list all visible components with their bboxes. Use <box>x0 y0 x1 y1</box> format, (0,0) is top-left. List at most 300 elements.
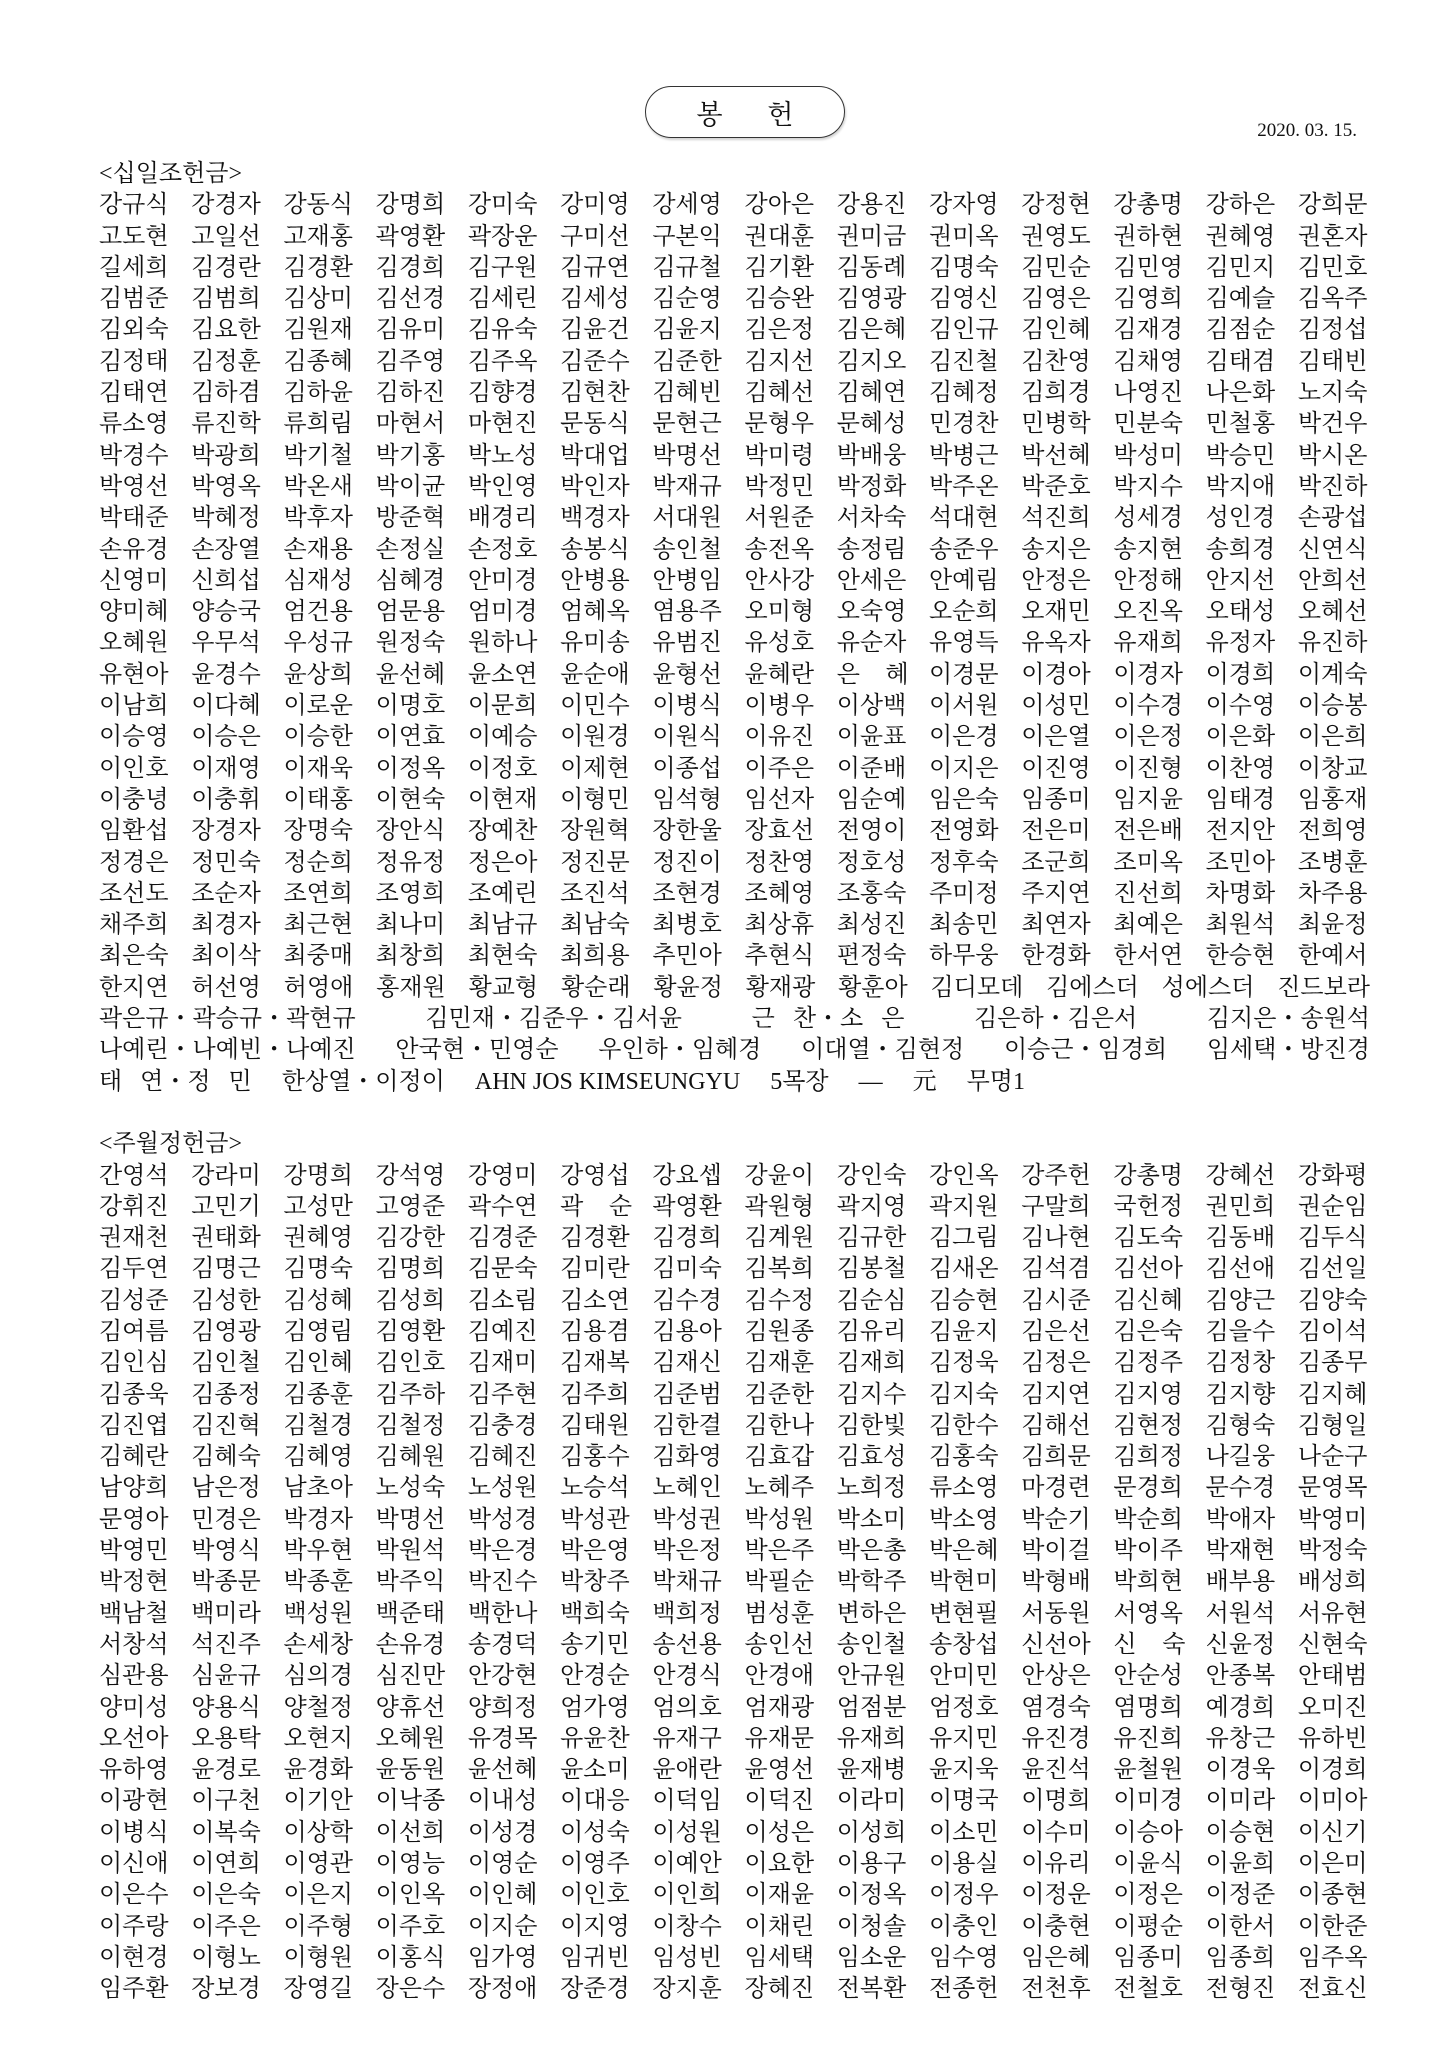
donor-name: 오순희 <box>928 599 999 626</box>
donor-name: 고영준 <box>375 1193 446 1220</box>
donor-name: 노희정 <box>836 1475 907 1502</box>
donor-name: 김효갑 <box>744 1444 815 1471</box>
donor-name: 김혜연 <box>836 380 907 407</box>
donor-name: 김한결 <box>652 1412 722 1439</box>
donor-name: 김영신 <box>928 286 999 313</box>
donor-name: 박종훈 <box>283 1569 353 1596</box>
donor-entry: 안국현・민영순 <box>395 1037 559 1064</box>
donor-name: 강정현 <box>1021 192 1091 219</box>
name-row <box>99 1035 1370 1066</box>
donor-name: 박영옥 <box>191 473 261 500</box>
donor-name: 염명희 <box>1113 1694 1183 1721</box>
donor-name: 김순심 <box>836 1287 907 1314</box>
donor-name: 김기환 <box>744 254 815 281</box>
donor-name: 장한울 <box>652 818 722 845</box>
donor-name: 박후자 <box>283 505 353 532</box>
donor-name: 안강현 <box>467 1663 538 1690</box>
donor-name: 김철경 <box>283 1412 353 1439</box>
donor-name: 김강한 <box>375 1225 446 1252</box>
donor-entry: 무명1 <box>966 1068 1025 1095</box>
donor-name: 김혜원 <box>375 1444 446 1471</box>
donor-name: 이다혜 <box>191 693 261 720</box>
donor-name: 박노성 <box>467 442 538 469</box>
name-row <box>99 941 1370 972</box>
donor-name: 엄재광 <box>744 1694 815 1721</box>
donor-entry: 태 연・정 민 <box>99 1068 252 1095</box>
donor-name: 안상은 <box>1021 1663 1091 1690</box>
donor-name: 이평순 <box>1113 1913 1183 1940</box>
donor-name: 서유현 <box>1297 1600 1368 1627</box>
donor-name: 김형숙 <box>1205 1412 1276 1439</box>
donor-name: 서차숙 <box>836 505 907 532</box>
donor-name: 이성희 <box>836 1819 907 1846</box>
donor-name: 임귀빈 <box>560 1944 630 1971</box>
name-row <box>99 1599 1370 1630</box>
donor-name: 권혜영 <box>1205 223 1276 250</box>
donor-name: 정후숙 <box>928 849 999 876</box>
donor-name: 송준우 <box>928 536 999 563</box>
donor-name: 이형노 <box>191 1944 261 1971</box>
name-row <box>99 1974 1370 2005</box>
donor-name: 김영광 <box>191 1318 261 1345</box>
donor-name: 류진학 <box>191 411 261 438</box>
donor-name: 유진하 <box>1297 630 1368 657</box>
donor-name: 은 혜 <box>836 661 909 688</box>
donor-entry: 근 찬・소 은 <box>751 1006 905 1033</box>
donor-name: 장영길 <box>283 1976 353 2003</box>
donor-name: 이명호 <box>375 693 446 720</box>
donor-name: 오현지 <box>283 1725 353 1752</box>
donor-name: 조연희 <box>283 880 353 907</box>
name-row <box>99 754 1370 785</box>
donor-name: 이승영 <box>99 724 169 751</box>
donor-name: 송정림 <box>836 536 907 563</box>
donor-name: 박기홍 <box>375 442 446 469</box>
donor-name: 이충인 <box>928 1913 999 1940</box>
donor-name: 신연식 <box>1297 536 1368 563</box>
donor-name: 김미숙 <box>652 1256 722 1283</box>
name-row <box>99 1317 1370 1348</box>
donor-entry: 김디모데 <box>930 974 1024 1001</box>
donor-name: 고민기 <box>191 1193 261 1220</box>
donor-name: 민병학 <box>1021 411 1091 438</box>
donor-name: 김재복 <box>560 1350 630 1377</box>
donor-name: 박병근 <box>928 442 999 469</box>
donor-name: 박순희 <box>1113 1506 1183 1533</box>
donor-name: 윤상희 <box>283 661 353 688</box>
donor-name: 장은수 <box>375 1976 446 2003</box>
donor-name: 문현근 <box>652 411 722 438</box>
donor-name: 백희정 <box>652 1600 722 1627</box>
donor-name: 이윤희 <box>1205 1851 1276 1878</box>
donor-name: 이상백 <box>836 693 907 720</box>
donor-name: 이영순 <box>467 1851 538 1878</box>
donor-name: 구미선 <box>560 223 630 250</box>
donor-name: 양철정 <box>283 1694 353 1721</box>
donor-name: 이지영 <box>560 1913 630 1940</box>
donor-name: 김희경 <box>1021 380 1091 407</box>
donor-name: 이승봉 <box>1297 693 1368 720</box>
donor-name: 간영석 <box>99 1162 169 1189</box>
donor-name: 송기민 <box>560 1631 630 1658</box>
donor-name: 안순성 <box>1113 1663 1183 1690</box>
donor-name: 차명화 <box>1205 880 1276 907</box>
donor-name: 김주하 <box>375 1381 446 1408</box>
donor-entry: 김민재・김준우・김서윤 <box>425 1006 682 1033</box>
name-row <box>99 253 1370 284</box>
name-row <box>99 1223 1370 1254</box>
donor-name: 김정창 <box>1205 1350 1276 1377</box>
donor-name: 이창교 <box>1297 755 1368 782</box>
donor-name: 권대훈 <box>744 223 815 250</box>
donor-name: 이승아 <box>1113 1819 1183 1846</box>
donor-name: 박은영 <box>560 1538 630 1565</box>
donor-name: 김준수 <box>560 348 630 375</box>
donor-name: 정경은 <box>99 849 169 876</box>
donor-name: 권미금 <box>836 223 907 250</box>
donor-name: 한경화 <box>1021 943 1091 970</box>
name-row <box>99 973 1370 1004</box>
donor-name: 김태겸 <box>1205 348 1276 375</box>
donor-name: 조민아 <box>1205 849 1276 876</box>
donor-name: 안세은 <box>836 567 907 594</box>
donor-name: 이진형 <box>1113 755 1183 782</box>
donor-name: 김민영 <box>1113 254 1183 281</box>
donor-name: 양미혜 <box>99 599 169 626</box>
donor-name: 전은미 <box>1021 818 1091 845</box>
name-row <box>99 1286 1370 1317</box>
donor-name: 하무웅 <box>928 943 999 970</box>
donor-name: 김혜선 <box>744 380 815 407</box>
donor-name: 문영아 <box>99 1506 169 1533</box>
donor-name: 서동원 <box>1021 1600 1091 1627</box>
donor-name: 유윤찬 <box>560 1725 630 1752</box>
donor-name: 엄문용 <box>375 599 446 626</box>
donor-name: 김태연 <box>99 380 169 407</box>
donor-name: 이인옥 <box>375 1882 446 1909</box>
donor-name: 이형원 <box>283 1944 353 1971</box>
donor-name: 엄의호 <box>652 1694 722 1721</box>
donor-name: 문동식 <box>560 411 630 438</box>
donor-name: 류소영 <box>99 411 169 438</box>
name-row <box>99 1536 1370 1567</box>
donor-name: 임주옥 <box>1297 1944 1368 1971</box>
donor-name: 오미형 <box>744 599 815 626</box>
donor-name: 김예진 <box>467 1318 538 1345</box>
name-row <box>99 315 1370 346</box>
donor-name: 박소미 <box>836 1506 907 1533</box>
donor-name: 유재문 <box>744 1725 815 1752</box>
donor-name: 김을수 <box>1205 1318 1276 1345</box>
name-row <box>99 1161 1370 1192</box>
donor-name: 고도현 <box>99 223 169 250</box>
donor-name: 이지순 <box>467 1913 538 1940</box>
donor-name: 김지선 <box>744 348 815 375</box>
donor-entry: 김지은・송원석 <box>1206 1006 1370 1033</box>
donor-name: 방준혁 <box>375 505 446 532</box>
donor-name: 나순구 <box>1297 1444 1368 1471</box>
donor-name: 김종욱 <box>99 1381 169 1408</box>
donor-name: 김형일 <box>1297 1412 1368 1439</box>
donor-name: 박이주 <box>1113 1538 1183 1565</box>
donor-name: 최나미 <box>375 912 446 939</box>
donor-name: 이미경 <box>1113 1788 1183 1815</box>
donor-name: 남초아 <box>283 1475 353 1502</box>
donor-name: 한서연 <box>1113 943 1183 970</box>
donor-name: 고재홍 <box>283 223 353 250</box>
donor-entry: 김은하・김은서 <box>974 1006 1138 1033</box>
donor-name: 박배웅 <box>836 442 907 469</box>
donor-name: 송경덕 <box>467 1631 538 1658</box>
donor-name: 김규연 <box>560 254 630 281</box>
donor-name: 박우현 <box>283 1538 353 1565</box>
donor-name: 심윤규 <box>191 1663 261 1690</box>
donor-name: 김영은 <box>1021 286 1091 313</box>
donor-name: 김지혜 <box>1297 1381 1368 1408</box>
donor-name: 이연효 <box>375 724 446 751</box>
donor-name: 김구원 <box>467 254 538 281</box>
donor-name: 박경자 <box>283 1506 353 1533</box>
donor-name: 이서원 <box>928 693 999 720</box>
donor-name: 김양근 <box>1205 1287 1276 1314</box>
donor-name: 신영미 <box>99 567 169 594</box>
donor-name: 김성혜 <box>283 1287 353 1314</box>
donor-name: 박주온 <box>928 473 999 500</box>
name-row <box>99 1442 1370 1473</box>
donor-name: 이은지 <box>283 1882 353 1909</box>
donor-name: 변하은 <box>836 1600 907 1627</box>
donor-name: 이현숙 <box>375 786 446 813</box>
donor-name: 이연희 <box>191 1851 261 1878</box>
section-heading-weekly-monthly: <주월정헌금> <box>99 1131 242 1158</box>
donor-name: 김한빛 <box>836 1412 907 1439</box>
name-row <box>99 1630 1370 1661</box>
donor-name: 조군희 <box>1021 849 1091 876</box>
donor-name: 이수영 <box>1205 693 1276 720</box>
donor-entry: 이승근・임경희 <box>1003 1037 1168 1064</box>
donor-name: 이덕임 <box>652 1788 722 1815</box>
donor-name: 성세경 <box>1113 505 1183 532</box>
donor-name: 남은정 <box>191 1475 261 1502</box>
donor-name: 안미경 <box>467 567 538 594</box>
donor-name: 김유리 <box>836 1318 907 1345</box>
donor-name: 노혜주 <box>744 1475 815 1502</box>
donor-name: 유범진 <box>652 630 722 657</box>
donor-name: 이인희 <box>652 1882 722 1909</box>
donor-name: 김영림 <box>283 1318 353 1345</box>
name-row <box>99 1849 1370 1880</box>
donor-name: 안경순 <box>560 1663 630 1690</box>
name-row <box>99 1818 1370 1849</box>
donor-name: 임홍재 <box>1297 786 1368 813</box>
donor-name: 박정숙 <box>1297 1538 1368 1565</box>
donor-name: 최병호 <box>652 912 722 939</box>
donor-name: 김인혜 <box>1021 317 1091 344</box>
donor-name: 이경아 <box>1021 661 1091 688</box>
donor-name: 이경자 <box>1113 661 1183 688</box>
donor-name: 권영도 <box>1021 223 1091 250</box>
donor-name: 박애자 <box>1205 1506 1276 1533</box>
donor-name: 심진만 <box>375 1663 446 1690</box>
donor-name: 김은정 <box>744 317 815 344</box>
donor-name: 이인호 <box>560 1882 630 1909</box>
name-row <box>99 503 1370 534</box>
donor-name: 김승현 <box>928 1287 999 1314</box>
donor-name: 안사강 <box>744 567 815 594</box>
donor-name: 김주현 <box>467 1381 538 1408</box>
donor-name: 전형진 <box>1205 1976 1276 2003</box>
donor-name: 김유미 <box>375 317 446 344</box>
name-row <box>99 409 1370 440</box>
donor-name: 이주은 <box>191 1913 261 1940</box>
donor-name: 곽영환 <box>652 1193 722 1220</box>
name-row <box>99 1505 1370 1536</box>
donor-name: 류희림 <box>283 411 353 438</box>
donor-name: 박은경 <box>467 1538 538 1565</box>
donor-name: 임성빈 <box>652 1944 722 1971</box>
donor-name: 이승은 <box>191 724 261 751</box>
name-row <box>99 691 1370 722</box>
donor-name: 유현아 <box>99 661 169 688</box>
donor-name: 김은선 <box>1021 1318 1091 1345</box>
donor-name: 박성원 <box>744 1506 815 1533</box>
donor-name: 송지현 <box>1113 536 1183 563</box>
donor-name: 백경자 <box>560 505 630 532</box>
donor-name: 오재민 <box>1021 599 1091 626</box>
donor-name: 송봉식 <box>560 536 630 563</box>
donor-name: 채주희 <box>99 912 169 939</box>
donor-name: 박선혜 <box>1021 442 1091 469</box>
name-row <box>99 1912 1370 1943</box>
donor-name: 박진하 <box>1297 473 1368 500</box>
donor-name: 김재훈 <box>744 1350 815 1377</box>
donor-name: 이수미 <box>1021 1819 1091 1846</box>
donor-name: 예경희 <box>1205 1694 1276 1721</box>
donor-name: 박원석 <box>375 1538 446 1565</box>
donor-name: 박준호 <box>1021 473 1091 500</box>
donor-name: 박형배 <box>1021 1569 1091 1596</box>
donor-name: 권혜영 <box>283 1225 353 1252</box>
donor-name: 이충휘 <box>191 786 261 813</box>
donor-name: 송희경 <box>1205 536 1276 563</box>
donor-name: 박재규 <box>652 473 722 500</box>
donor-name: 백준태 <box>375 1600 446 1627</box>
donor-name: 이상학 <box>283 1819 353 1846</box>
donor-name: 이주랑 <box>99 1913 169 1940</box>
donor-name: 이은숙 <box>191 1882 261 1909</box>
donor-name: 장명숙 <box>283 818 353 845</box>
donor-name: 김혜란 <box>99 1444 169 1471</box>
donor-name: 전효신 <box>1297 1976 1368 2003</box>
donor-name: 강동식 <box>283 192 353 219</box>
donor-name: 최이삭 <box>191 943 261 970</box>
date: 2020. 03. 15. <box>1257 120 1357 141</box>
donor-name: 최경자 <box>191 912 261 939</box>
donor-name: 박현미 <box>928 1569 999 1596</box>
donor-name: 조예린 <box>467 880 538 907</box>
donor-name: 윤순애 <box>560 661 630 688</box>
donor-name: 송인철 <box>836 1631 907 1658</box>
donor-name: 박주익 <box>375 1569 446 1596</box>
donor-name: 김옥주 <box>1297 286 1368 313</box>
donor-name: 박은총 <box>836 1538 907 1565</box>
donor-name: 범성훈 <box>744 1600 815 1627</box>
donor-name: 유미송 <box>560 630 630 657</box>
donor-name: 김영환 <box>375 1318 446 1345</box>
donor-entry: 진드보라 <box>1277 974 1370 1001</box>
donor-name: 전은배 <box>1113 818 1183 845</box>
name-row <box>99 190 1370 221</box>
donor-name: 이윤표 <box>836 724 907 751</box>
donor-name: 김종혜 <box>283 348 353 375</box>
donor-name: 김충경 <box>467 1412 538 1439</box>
donor-name: 이한서 <box>1205 1913 1276 1940</box>
donor-name: 임순예 <box>836 786 907 813</box>
name-row <box>99 222 1370 253</box>
donor-name: 김현정 <box>1113 1412 1183 1439</box>
donor-entry: 황훈아 <box>838 974 908 1001</box>
donor-name: 양승국 <box>191 599 261 626</box>
donor-name: 김윤건 <box>560 317 630 344</box>
donor-name: 이태홍 <box>283 786 353 813</box>
donor-name: 곽영환 <box>375 223 446 250</box>
donor-name: 김인규 <box>928 317 999 344</box>
donor-name: 임태경 <box>1205 786 1276 813</box>
donor-entry: 우인하・임혜경 <box>598 1037 762 1064</box>
donor-name: 김효성 <box>836 1444 907 1471</box>
donor-name: 이성원 <box>652 1819 722 1846</box>
donor-name: 이정옥 <box>375 755 446 782</box>
donor-entry: 한상열・이정이 <box>281 1068 445 1095</box>
title-box <box>645 86 845 138</box>
donor-name: 이경문 <box>928 661 999 688</box>
donor-name: 강용진 <box>836 192 907 219</box>
donor-name: 박영민 <box>99 1538 169 1565</box>
donor-name: 이로운 <box>283 693 353 720</box>
donor-name: 이병우 <box>744 693 815 720</box>
name-row <box>99 535 1370 566</box>
donor-name: 배경리 <box>467 505 538 532</box>
donor-name: 이신애 <box>99 1851 169 1878</box>
donor-name: 장혜진 <box>744 1976 815 2003</box>
donor-name: 김정은 <box>1021 1350 1091 1377</box>
donor-name: 노성원 <box>467 1475 538 1502</box>
donor-name: 김두식 <box>1297 1225 1368 1252</box>
donor-name: 김명숙 <box>283 1256 353 1283</box>
donor-name: 박은주 <box>744 1538 815 1565</box>
donor-name: 이영관 <box>283 1851 353 1878</box>
donor-name: 구본익 <box>652 223 722 250</box>
donor-name: 이재욱 <box>283 755 353 782</box>
donor-name: 신 숙 <box>1113 1631 1186 1658</box>
donor-name: 권혼자 <box>1297 223 1368 250</box>
donor-name: 조혜영 <box>744 880 815 907</box>
donor-entry: 임세택・방진경 <box>1206 1037 1370 1064</box>
donor-name: 전영이 <box>836 818 907 845</box>
donor-name: 김화영 <box>652 1444 722 1471</box>
donor-name: 이종현 <box>1297 1882 1368 1909</box>
donor-name: 김희문 <box>1021 1444 1091 1471</box>
donor-name: 김재경 <box>1113 317 1183 344</box>
donor-name: 박정화 <box>836 473 907 500</box>
donor-name: 이예안 <box>652 1851 722 1878</box>
donor-name: 양희정 <box>467 1694 538 1721</box>
donor-name: 이종섭 <box>652 755 722 782</box>
donor-name: 전영화 <box>928 818 999 845</box>
donor-name: 이은경 <box>928 724 999 751</box>
donor-name: 구말희 <box>1021 1193 1091 1220</box>
donor-name: 강희문 <box>1297 192 1368 219</box>
